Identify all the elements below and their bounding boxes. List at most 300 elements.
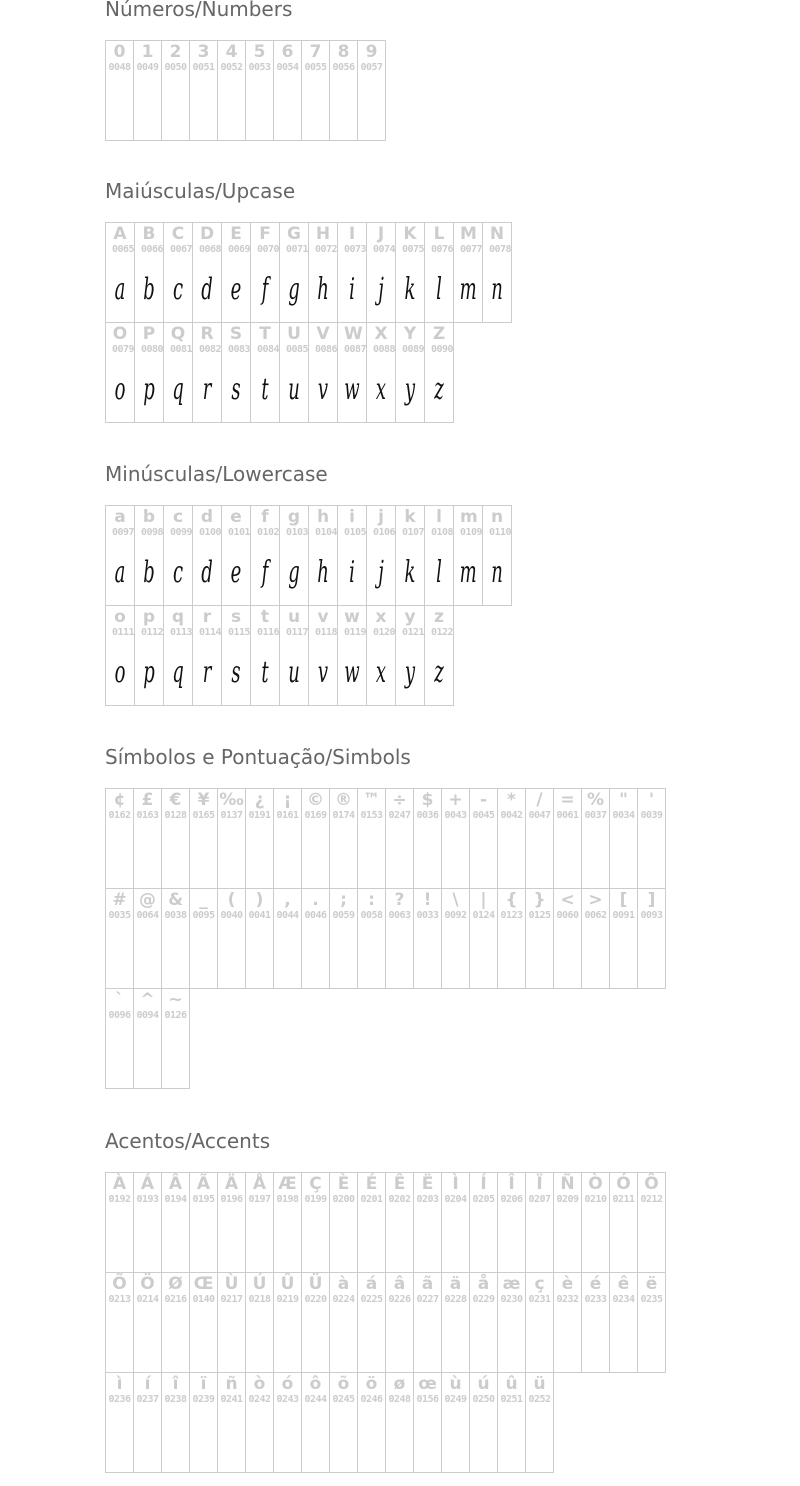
character-cell — [609, 788, 638, 889]
font-glyph-sample: p — [143, 655, 155, 690]
character-code: 0140 — [192, 1294, 215, 1305]
character-cell — [105, 505, 135, 606]
character-code: 0117 — [286, 627, 309, 638]
font-glyph-sample: r — [202, 655, 212, 690]
character-code: 0165 — [192, 810, 215, 821]
section-title: Minúsculas/Lowercase — [105, 462, 328, 486]
character-label: ^ — [140, 990, 155, 1010]
character-code: 0044 — [276, 910, 299, 921]
character-cell — [279, 222, 309, 323]
character-label: Y — [403, 324, 417, 344]
character-grid — [105, 505, 511, 705]
character-label: Ù — [224, 1274, 239, 1294]
character-code: 0169 — [304, 810, 327, 821]
character-cell — [308, 322, 338, 423]
character-label: Í — [480, 1174, 487, 1194]
character-cell — [525, 788, 554, 889]
character-code: 0174 — [332, 810, 355, 821]
character-code: 0065 — [112, 244, 135, 255]
character-code: 0163 — [136, 810, 159, 821]
character-code: 0037 — [584, 810, 607, 821]
character-label: ] — [647, 890, 656, 910]
font-glyph-sample: e — [230, 272, 242, 307]
character-label: ö — [365, 1374, 378, 1394]
character-code: 0111 — [112, 627, 135, 638]
character-row — [105, 1172, 665, 1272]
character-label: $ — [421, 790, 434, 810]
character-cell — [161, 1372, 190, 1473]
character-cell — [245, 788, 274, 889]
character-cell — [245, 1272, 274, 1373]
character-label: F — [259, 224, 271, 244]
character-code: 0121 — [402, 627, 425, 638]
character-label: R — [200, 324, 214, 344]
character-code: 0162 — [108, 810, 131, 821]
character-row — [105, 322, 511, 422]
character-label: g — [287, 507, 301, 527]
character-cell — [553, 788, 582, 889]
character-cell — [366, 222, 396, 323]
font-glyph-sample: v — [317, 655, 329, 690]
font-glyph-sample: l — [436, 555, 442, 590]
character-label: ø — [393, 1374, 406, 1394]
character-grid — [105, 222, 511, 422]
character-cell — [161, 1172, 190, 1273]
character-code: 0089 — [402, 344, 425, 355]
character-code: 0074 — [373, 244, 396, 255]
character-cell — [329, 40, 358, 141]
font-glyph-sample: x — [375, 655, 387, 690]
character-code: 0049 — [136, 62, 159, 73]
character-label: Ö — [140, 1274, 155, 1294]
character-cell — [217, 788, 246, 889]
character-code: 0219 — [276, 1294, 299, 1305]
character-label: # — [112, 890, 127, 910]
character-cell — [133, 1172, 162, 1273]
character-cell — [357, 40, 386, 141]
character-code: 0213 — [108, 1294, 131, 1305]
character-label: ) — [255, 890, 264, 910]
section-title: Símbolos e Pontuação/Simbols — [105, 745, 411, 769]
character-cell — [329, 1272, 358, 1373]
character-label: ë — [645, 1274, 658, 1294]
character-cell — [553, 1172, 582, 1273]
character-code: 0199 — [304, 1194, 327, 1205]
character-code: 0042 — [500, 810, 523, 821]
font-glyph-sample: d — [201, 272, 213, 307]
character-label: s — [230, 607, 242, 627]
character-cell — [163, 605, 193, 706]
font-glyph-sample: f — [261, 555, 269, 590]
font-glyph-sample: v — [317, 372, 329, 407]
character-label: ¿ — [254, 790, 265, 810]
character-row — [105, 40, 385, 140]
character-cell — [217, 1172, 246, 1273]
character-label: W — [344, 324, 363, 344]
character-row — [105, 222, 511, 322]
character-code: 0195 — [192, 1194, 215, 1205]
character-cell — [105, 605, 135, 706]
font-glyph-sample: g — [288, 555, 300, 590]
character-code: 0105 — [344, 527, 367, 538]
character-code: 0038 — [164, 910, 187, 921]
character-code: 0194 — [164, 1194, 187, 1205]
character-cell — [105, 40, 134, 141]
character-code: 0052 — [220, 62, 243, 73]
character-cell — [525, 888, 554, 989]
character-grid — [105, 1172, 665, 1472]
character-code: 0047 — [528, 810, 551, 821]
font-glyph-sample: h — [317, 272, 329, 307]
character-code: 0095 — [192, 910, 215, 921]
character-code: 0125 — [528, 910, 551, 921]
character-cell — [424, 605, 454, 706]
character-code: 0203 — [416, 1194, 439, 1205]
character-label: i — [349, 507, 355, 527]
character-label: 9 — [365, 42, 378, 62]
character-label: o — [114, 607, 126, 627]
character-cell — [441, 788, 470, 889]
character-label: " — [619, 790, 628, 810]
character-cell — [609, 888, 638, 989]
character-label: Ë — [421, 1174, 434, 1194]
character-cell — [250, 605, 280, 706]
character-code: 0225 — [360, 1294, 383, 1305]
character-label: T — [259, 324, 271, 344]
character-label: D — [199, 224, 215, 244]
character-label: r — [202, 607, 212, 627]
character-label: ï — [200, 1374, 207, 1394]
character-row — [105, 788, 665, 888]
character-code: 0093 — [640, 910, 663, 921]
character-code: 0210 — [584, 1194, 607, 1205]
character-cell — [308, 222, 338, 323]
character-label: ¥ — [197, 790, 210, 810]
character-cell — [279, 322, 309, 423]
character-cell — [337, 605, 367, 706]
character-label: 3 — [197, 42, 210, 62]
character-cell — [469, 788, 498, 889]
character-row — [105, 505, 511, 605]
character-cell — [250, 222, 280, 323]
character-cell — [301, 888, 330, 989]
character-label: a — [114, 507, 126, 527]
character-code: 0231 — [528, 1294, 551, 1305]
character-code: 0039 — [640, 810, 663, 821]
font-glyph-sample: c — [172, 272, 184, 307]
character-code: 0243 — [276, 1394, 299, 1405]
character-cell — [163, 322, 193, 423]
character-cell — [357, 1372, 386, 1473]
numbers-section — [105, 0, 385, 140]
font-glyph-sample: u — [288, 372, 300, 407]
character-cell — [497, 888, 526, 989]
character-label: O — [112, 324, 128, 344]
character-label: I — [348, 224, 356, 244]
character-code: 0069 — [228, 244, 251, 255]
character-code: 0083 — [228, 344, 251, 355]
character-code: 0120 — [373, 627, 396, 638]
font-glyph-sample: w — [344, 372, 360, 407]
character-label: C — [171, 224, 185, 244]
character-cell — [189, 788, 218, 889]
character-label: b — [142, 507, 156, 527]
character-code: 0228 — [444, 1294, 467, 1305]
section-title: Maiúsculas/Upcase — [105, 179, 296, 203]
character-label: [ — [619, 890, 628, 910]
font-glyph-sample: g — [288, 272, 300, 307]
character-code: 0204 — [444, 1194, 467, 1205]
character-label: õ — [337, 1374, 350, 1394]
character-cell — [105, 1272, 134, 1373]
character-cell — [637, 1272, 666, 1373]
character-label: ® — [335, 790, 352, 810]
character-cell — [525, 1172, 554, 1273]
character-label: G — [287, 224, 301, 244]
character-label: l — [436, 507, 442, 527]
character-label: ; — [340, 890, 347, 910]
character-cell — [395, 322, 425, 423]
character-code: 0226 — [388, 1294, 411, 1305]
character-code: 0033 — [416, 910, 439, 921]
character-cell — [553, 888, 582, 989]
character-label: 6 — [281, 42, 294, 62]
character-label: £ — [141, 790, 154, 810]
character-row — [105, 888, 665, 988]
character-code: 0205 — [472, 1194, 495, 1205]
character-cell — [245, 888, 274, 989]
character-code: 0062 — [584, 910, 607, 921]
character-cell — [245, 40, 274, 141]
character-label: 7 — [309, 42, 322, 62]
character-cell — [453, 505, 483, 606]
character-code: 0048 — [108, 62, 131, 73]
character-label: = — [560, 790, 575, 810]
character-code: 0063 — [388, 910, 411, 921]
character-cell — [385, 888, 414, 989]
font-glyph-sample: q — [172, 372, 184, 407]
character-cell — [161, 788, 190, 889]
character-label: É — [365, 1174, 378, 1194]
character-cell — [161, 888, 190, 989]
character-cell — [134, 505, 164, 606]
character-label: Á — [140, 1174, 155, 1194]
character-cell — [221, 605, 251, 706]
character-cell — [525, 1372, 554, 1473]
character-label: 8 — [337, 42, 350, 62]
character-code: 0238 — [164, 1394, 187, 1405]
character-grid — [105, 40, 385, 140]
character-row — [105, 605, 511, 705]
character-cell — [581, 788, 610, 889]
character-label: c — [172, 507, 184, 527]
font-glyph-sample: j — [378, 555, 384, 590]
character-cell — [273, 1272, 302, 1373]
character-code: 0241 — [220, 1394, 243, 1405]
character-label: S — [229, 324, 243, 344]
character-code: 0072 — [315, 244, 338, 255]
character-code: 0191 — [248, 810, 271, 821]
character-label: , — [284, 890, 291, 910]
character-cell — [482, 222, 512, 323]
character-cell — [329, 1372, 358, 1473]
character-cell — [105, 988, 134, 1089]
character-code: 0077 — [460, 244, 483, 255]
character-cell — [553, 1272, 582, 1373]
font-glyph-sample: s — [231, 655, 241, 690]
character-code: 0249 — [444, 1394, 467, 1405]
character-code: 0115 — [228, 627, 251, 638]
font-glyph-sample: z — [434, 372, 444, 407]
font-glyph-sample: d — [201, 555, 213, 590]
character-label: K — [403, 224, 417, 244]
character-label: t — [260, 607, 270, 627]
character-label: N — [489, 224, 505, 244]
character-cell — [217, 40, 246, 141]
character-code: 0202 — [388, 1194, 411, 1205]
character-code: 0245 — [332, 1394, 355, 1405]
character-cell — [163, 505, 193, 606]
character-code: 0102 — [257, 527, 280, 538]
character-cell — [413, 888, 442, 989]
character-cell — [161, 1272, 190, 1373]
character-cell — [424, 505, 454, 606]
character-label: è — [561, 1274, 574, 1294]
character-code: 0064 — [136, 910, 159, 921]
character-label: V — [316, 324, 330, 344]
character-cell — [453, 222, 483, 323]
character-label: Ï — [536, 1174, 543, 1194]
character-code: 0082 — [199, 344, 222, 355]
font-glyph-sample: s — [231, 372, 241, 407]
character-code: 0233 — [584, 1294, 607, 1305]
font-glyph-sample: m — [459, 555, 477, 590]
character-code: 0108 — [431, 527, 454, 538]
font-glyph-sample: t — [261, 655, 269, 690]
character-code: 0252 — [528, 1394, 551, 1405]
character-cell — [105, 1172, 134, 1273]
character-cell — [134, 222, 164, 323]
character-cell — [133, 988, 162, 1089]
character-label: ã — [421, 1274, 434, 1294]
character-code: 0244 — [304, 1394, 327, 1405]
character-cell — [133, 40, 162, 141]
character-code: 0192 — [108, 1194, 131, 1205]
character-label: L — [433, 224, 445, 244]
character-cell — [469, 1172, 498, 1273]
character-code: 0055 — [304, 62, 327, 73]
font-glyph-sample: x — [375, 372, 387, 407]
character-code: 0200 — [332, 1194, 355, 1205]
character-label: d — [200, 507, 214, 527]
character-cell — [273, 788, 302, 889]
character-code: 0058 — [360, 910, 383, 921]
character-cell — [301, 1372, 330, 1473]
character-code: 0217 — [220, 1294, 243, 1305]
character-label: m — [460, 507, 478, 527]
character-code: 0211 — [612, 1194, 635, 1205]
character-cell — [469, 1272, 498, 1373]
character-label: Ó — [616, 1174, 631, 1194]
character-cell — [395, 505, 425, 606]
symbols-section — [105, 745, 665, 1088]
character-cell — [357, 888, 386, 989]
character-label: œ — [418, 1374, 437, 1394]
character-cell — [329, 788, 358, 889]
character-label: Ä — [224, 1174, 239, 1194]
font-glyph-sample: h — [317, 555, 329, 590]
character-code: 0197 — [248, 1194, 271, 1205]
character-code: 0050 — [164, 62, 187, 73]
character-cell — [637, 788, 666, 889]
font-glyph-sample: y — [404, 655, 416, 690]
character-label: J — [377, 224, 385, 244]
character-cell — [217, 1372, 246, 1473]
font-glyph-sample: t — [261, 372, 269, 407]
character-cell — [395, 605, 425, 706]
character-label: Ì — [452, 1174, 459, 1194]
font-glyph-sample: m — [459, 272, 477, 307]
character-cell — [308, 605, 338, 706]
character-label: H — [315, 224, 331, 244]
character-label: & — [168, 890, 183, 910]
font-glyph-sample: o — [114, 655, 126, 690]
character-cell — [189, 1272, 218, 1373]
character-code: 0080 — [141, 344, 164, 355]
character-cell — [413, 788, 442, 889]
character-label: f — [261, 507, 269, 527]
section-title: Números/Numbers — [105, 0, 293, 21]
character-code: 0234 — [612, 1294, 635, 1305]
character-label: e — [230, 507, 242, 527]
character-label: ê — [617, 1274, 630, 1294]
character-code: 0040 — [220, 910, 243, 921]
character-label: 0 — [113, 42, 126, 62]
character-label: â — [393, 1274, 406, 1294]
character-cell — [163, 222, 193, 323]
character-cell — [217, 1272, 246, 1373]
font-glyph-sample: n — [491, 272, 503, 307]
character-code: 0087 — [344, 344, 367, 355]
font-glyph-sample: w — [344, 655, 360, 690]
character-code: 0041 — [248, 910, 271, 921]
character-cell — [469, 1372, 498, 1473]
character-label: ! — [423, 890, 432, 910]
accents-section — [105, 1129, 665, 1472]
character-label: Ú — [252, 1274, 267, 1294]
character-cell — [441, 888, 470, 989]
character-label: Æ — [278, 1174, 297, 1194]
character-code: 0137 — [220, 810, 243, 821]
character-cell — [192, 322, 222, 423]
character-label: u — [287, 607, 301, 627]
character-label: | — [480, 890, 487, 910]
character-cell — [301, 1272, 330, 1373]
character-cell — [609, 1272, 638, 1373]
character-code: 0061 — [556, 810, 579, 821]
character-cell — [581, 1172, 610, 1273]
character-code: 0128 — [164, 810, 187, 821]
character-code: 0196 — [220, 1194, 243, 1205]
character-cell — [337, 322, 367, 423]
character-label: ü — [533, 1374, 546, 1394]
character-code: 0161 — [276, 810, 299, 821]
character-code: 0081 — [170, 344, 193, 355]
character-cell — [273, 888, 302, 989]
character-label: Ò — [588, 1174, 603, 1194]
character-label: M — [460, 224, 477, 244]
character-code: 0206 — [500, 1194, 523, 1205]
